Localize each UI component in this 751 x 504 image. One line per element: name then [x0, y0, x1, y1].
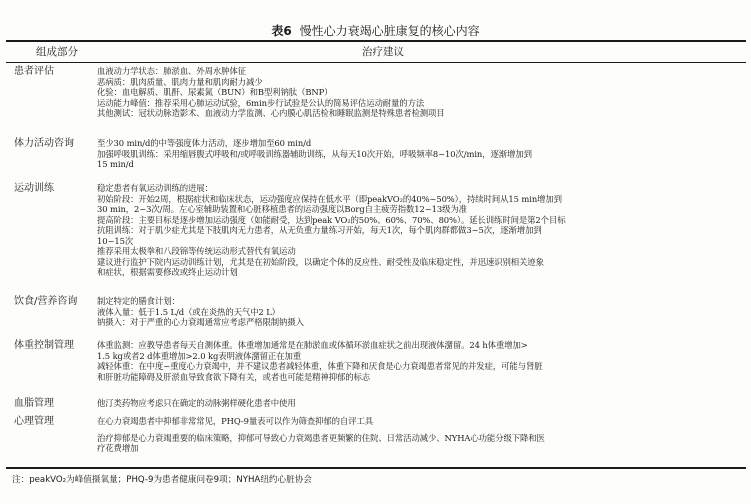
row-content	[97, 398, 737, 409]
row-label: 体重控制管理	[14, 340, 74, 351]
table-number: 表6	[271, 24, 292, 38]
row-line: 其他测试：冠状动脉造影术、血液动力学监测、心内膜心肌活检和睡眠监测是特殊患者检测项目	[97, 108, 445, 118]
row-line: 治疗抑郁是心力衰竭重要的临床策略，抑郁可导致心力衰竭患者更频繁的住院、日常活动减少、NYHA心功能分级下降和医	[97, 432, 545, 443]
row-label: 血脂管理	[14, 398, 54, 409]
row-line: 和症状，根据需要修改或终止运动计划	[97, 267, 238, 277]
row-line: 初始阶段：开始2周，根据症状和临床状态，运动强度应保持在低水平（即peakVO₂的40%~50%），持续时间从15 min增加到	[97, 193, 562, 204]
row-line: 减轻体重：在中度~重度心力衰竭中，并不建议患者减轻体重，体重下降和厌食是心力衰竭患者常见的并发症，可能与肾脏	[97, 361, 543, 371]
row-content	[97, 340, 737, 382]
row-line: 运动能力峰值：推荐采用心肺运动试验，6min步行试验是公认的简易评估运动耐量的方法	[97, 97, 425, 108]
table-title	[0, 23, 751, 39]
row-content	[97, 66, 737, 119]
row-label: 心理管理	[14, 416, 54, 427]
table-caption: 慢性心力衰竭心脏康复的核心内容	[299, 24, 480, 38]
header-recommendation: 治疗建议	[362, 46, 404, 58]
row-line: 化验：血电解质、肌酐、尿素氮（BUN）和B型利钠肽（BNP）	[97, 87, 333, 97]
table-header	[6, 45, 746, 59]
row-content	[97, 138, 737, 170]
header-component: 组成部分	[36, 46, 78, 58]
row-line: 15 min/d	[97, 159, 134, 169]
row-line: 疗花费增加	[97, 443, 139, 453]
table-note: 注：peakVO₂为峰值摄氧量；PHQ-9为患者健康问卷9项；NYHA纽约心脏协会	[12, 475, 312, 485]
row-content	[97, 296, 737, 328]
row-line: 推荐采用太极拳和八段锦等传统运动形式替代有氧运动	[97, 246, 296, 256]
row-line: 制定特定的膳食计划：	[97, 296, 180, 306]
row-line: 10~15次	[97, 235, 134, 246]
row-line: 他汀类药物应考虑只在确定的动脉粥样硬化患者中使用	[97, 398, 296, 408]
row-line: 加强呼吸肌训练：采用缩唇腹式呼吸和/或呼吸训练器辅助训练，从每天10次开始，呼吸频率8~10次/min，逐渐增加到	[97, 148, 532, 159]
row-label: 运动训练	[14, 183, 54, 194]
row-line: 在心力衰竭患者中抑郁非常常见，PHQ-9量表可以作为筛查抑郁的自评工具	[97, 416, 374, 426]
row-line: 液体入量：低于1.5 L/d（或在炎热的天气中2 L）	[97, 306, 280, 317]
row-content	[97, 416, 737, 454]
header-rule	[6, 62, 746, 63]
row-line: 30 min，2~3次/周。左心室辅助装置和心脏移植患者的运动强度以Borg自主疲劳指数12~13级为准	[97, 204, 467, 214]
row-label: 体力活动咨询	[14, 138, 74, 149]
row-label: 患者评估	[14, 66, 54, 77]
row-line: 1.5 kg或者2 d体重增加>2.0 kg表明液体潴留正在加重	[97, 350, 302, 361]
row-line: 建议进行监护下院内运动训练计划，尤其是在初始阶段，以确定个体的反应性、耐受性及临床稳定性，并迅速识别相关迹象	[97, 256, 544, 267]
row-line: 恶病质：肌肉质量、肌肉力量和肌肉耐力减少	[97, 76, 263, 87]
row-line: 抗阻训练：对于肌少症尤其是下肢肌肉无力患者，从无负重力量练习开始，每天1次，每个肌肉群都做3~5次，逐渐增加到	[97, 225, 542, 235]
row-content	[97, 183, 737, 278]
row-line: 和肝脏功能障碍及肝淤血导致食欲下降有关，或者也可能是精神抑郁的标志	[97, 371, 371, 382]
row-label: 饮食/营养咨询	[14, 296, 78, 307]
row-line: 钠摄入：对于严重的心力衰竭通常应考虑严格限制钠摄入	[97, 317, 304, 327]
row-line: 血液动力学状态：肺淤血、外周水肿体征	[97, 66, 246, 76]
row-line: 体重监测：应教导患者每天自测体重。体重增加通常是在肺淤血或体循环淤血症状之前出现液体潴留。24 h体重增加>	[97, 340, 528, 350]
bottom-rule	[6, 467, 746, 469]
row-line: 提高阶段：主要目标是逐步增加运动强度（如能耐受，达到peak VO₂的50%、60%、70%、80%）。延长训练时间是第2个目标	[97, 214, 566, 225]
top-rule	[6, 40, 746, 42]
row-line: 至少30 min/d的中等强度体力活动，逐步增加至60 min/d	[97, 138, 312, 148]
row-line: 稳定患者有氧运动训练的进展：	[97, 183, 213, 193]
